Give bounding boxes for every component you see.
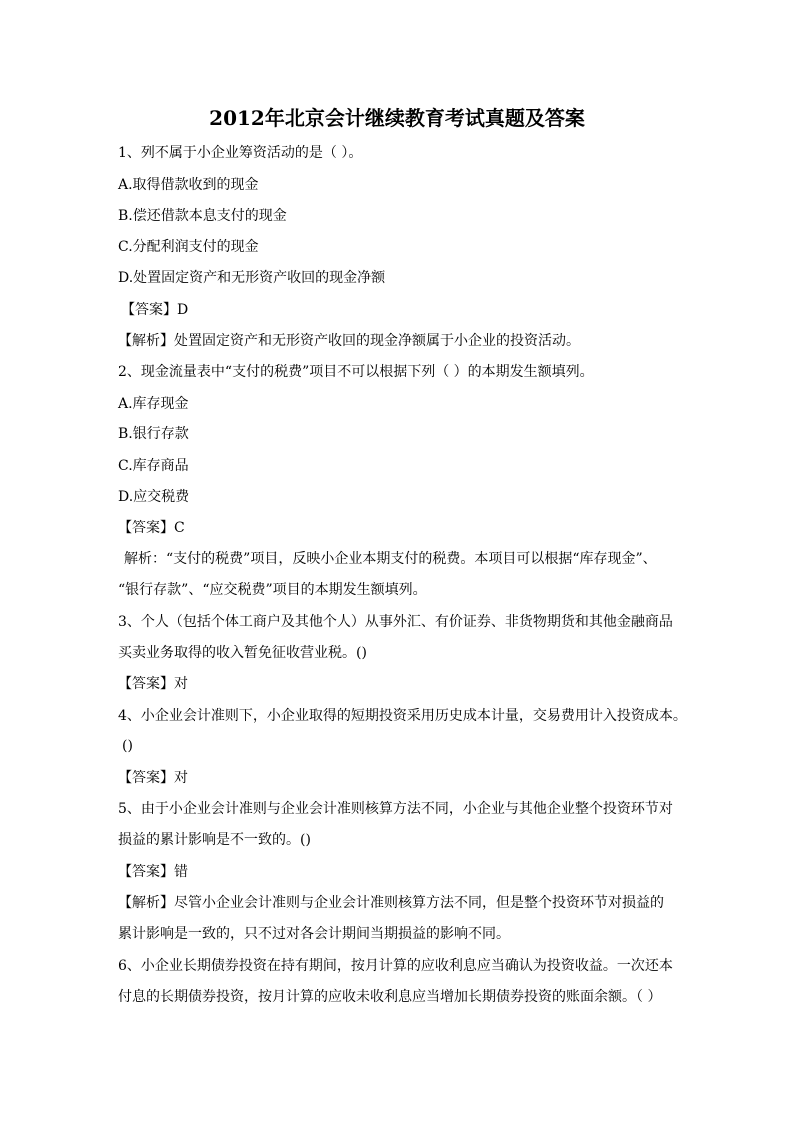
question-4-text-line-1: 4、小企业会计准则下，小企业取得的短期投资采用历史成本计量，交易费用计入投资成本。 [118,708,687,724]
question-6-text-line-2: 付息的长期债券投资，按月计算的应收未收利息应当增加长期债券投资的账面余额。（ ） [118,989,662,1005]
question-1-answer: 【答案】D [121,302,189,318]
question-6-text-line-1: 6、小企业长期债券投资在持有期间，按月计算的应收利息应当确认为投资收益。一次还本 [118,958,673,974]
question-5-answer: 【答案】错 [118,864,188,880]
question-1-option-a: A.取得借款收到的现金 [118,177,259,193]
question-2-analysis-line-1: 解析：“支付的税费”项目，反映小企业本期支付的税费。本项目可以根据“库存现金”、 [124,551,657,567]
question-1-analysis: 【解析】处置固定资产和无形资产收回的现金净额属于小企业的投资活动。 [118,333,580,349]
question-4-text-line-2: () [122,738,133,754]
question-4-answer: 【答案】对 [118,770,188,786]
question-3-text-line-2: 买卖业务取得的收入暂免征收营业税。() [118,645,367,661]
question-2-option-c: C.库存商品 [118,458,189,474]
question-2-option-d: D.应交税费 [118,489,190,505]
question-1-text: 1、列不属于小企业筹资活动的是（ ）。 [118,145,363,161]
question-2-analysis-line-2: “银行存款”、“应交税费”项目的本期发生额填列。 [118,582,427,598]
question-2-text: 2、现金流量表中“支付的税费”项目不可以根据下列（ ）的本期发生额填列。 [118,364,594,380]
question-1-option-b: B.偿还借款本息支付的现金 [118,208,287,224]
question-2-answer: 【答案】C [118,520,185,536]
question-1-option-c: C.分配利润支付的现金 [118,239,259,255]
question-3-answer: 【答案】对 [118,676,188,692]
question-3-text-line-1: 3、个人（包括个体工商户及其他个人）从事外汇、有价证券、非货物期货和其他金融商品 [118,614,673,630]
document-title: 2012年北京会计继续教育考试真题及答案 [209,106,585,130]
question-5-analysis-line-1: 【解析】尽管小企业会计准则与企业会计准则核算方法不同，但是整个投资环节对损益的 [118,895,664,911]
question-2-option-a: A.库存现金 [118,396,189,412]
question-5-text-line-2: 损益的累计影响是不一致的。() [118,832,311,848]
question-5-analysis-line-2: 累计影响是一致的，只不过对各会计期间当期损益的影响不同。 [118,926,510,942]
question-2-option-b: B.银行存款 [118,426,189,442]
question-5-text-line-1: 5、由于小企业会计准则与企业会计准则核算方法不同，小企业与其他企业整个投资环节对 [118,801,673,817]
question-1-option-d: D.处置固定资产和无形资产收回的现金净额 [118,270,386,286]
